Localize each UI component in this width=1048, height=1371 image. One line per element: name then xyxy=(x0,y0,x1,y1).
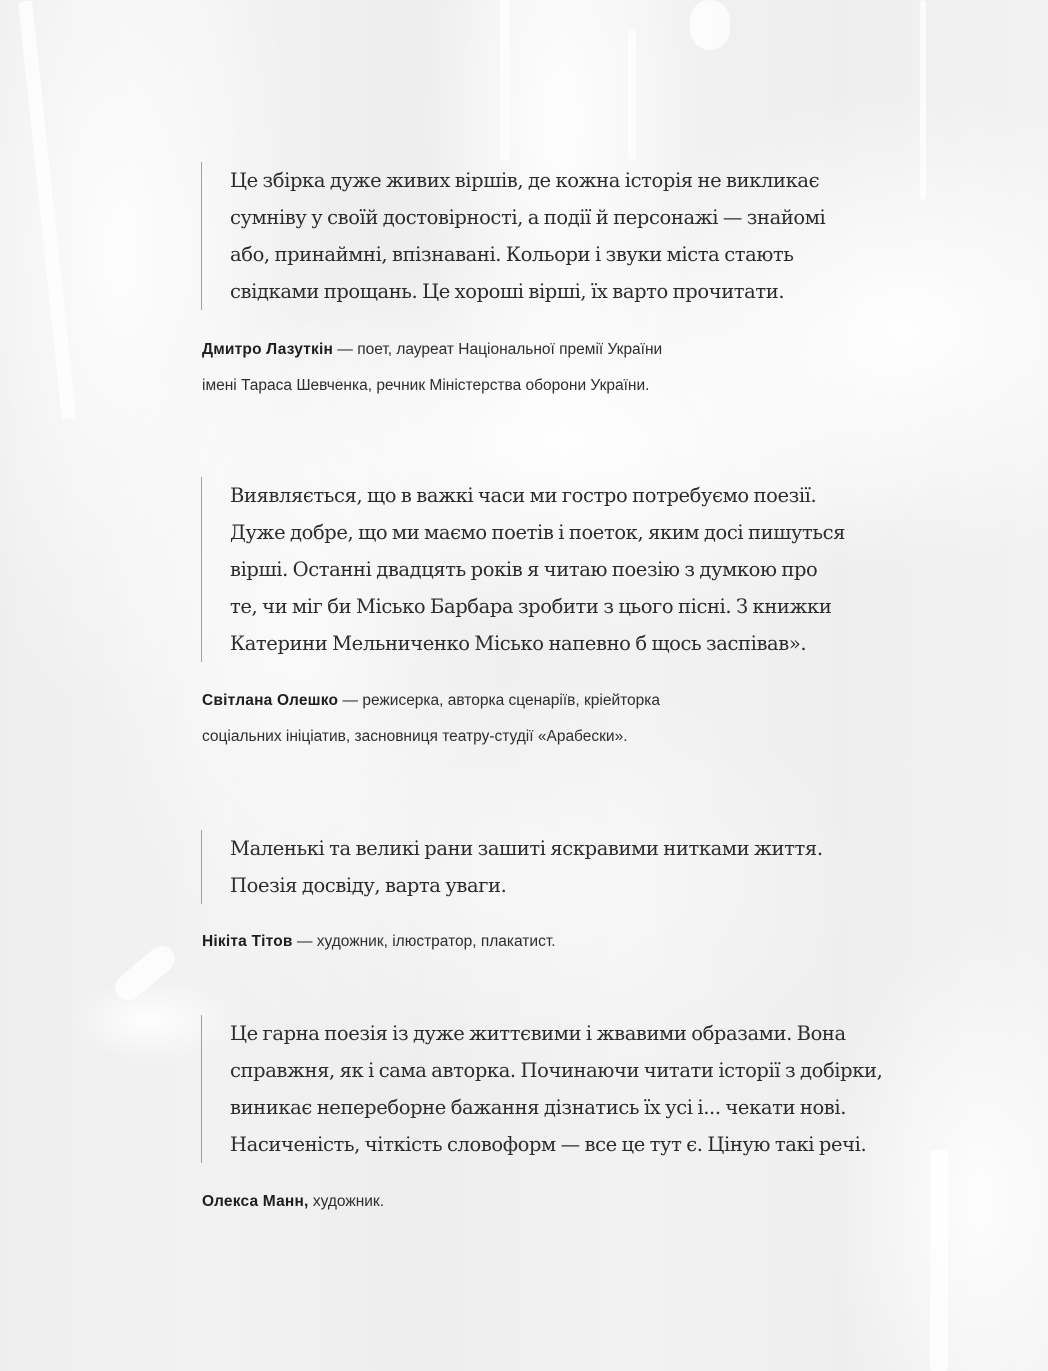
review-quote-3 xyxy=(201,830,910,904)
quote-line: вірші. Останні двадцять років я читаю поезію з думкою про xyxy=(230,558,818,581)
reviewer-description: — художник, ілюстратор, плакатист. xyxy=(292,933,556,950)
quote-line: Це гарна поезія із дуже життєвими і жвавими образами. Вона xyxy=(230,1022,846,1045)
review-attribution-2 xyxy=(202,683,842,755)
reviewer-description: імені Тараса Шевченка, речник Міністерства оборони України. xyxy=(202,377,650,394)
review-attribution-1 xyxy=(202,332,842,404)
reviewer-name: Олекса Манн, xyxy=(202,1193,309,1210)
quote-line: Насиченість, чіткість словоформ — все це тут є. Ціную такі речі. xyxy=(230,1133,867,1156)
review-attribution-3 xyxy=(202,924,842,960)
quote-line: справжня, як і сама авторка. Починаючи читати історії з добірки, xyxy=(230,1059,883,1082)
quote-line: сумніву у своїй достовірності, а події й персонажі — знайомі xyxy=(230,206,826,229)
reviewer-description: соціальних ініціатив, засновниця театру-студії «Арабески». xyxy=(202,728,628,745)
quote-line: Виявляється, що в важкі часи ми гостро потребуємо поезії. xyxy=(230,484,817,507)
quote-line: Маленькі та великі рани зашиті яскравими нитками життя. xyxy=(230,837,823,860)
quote-line: або, принаймні, впізнавані. Кольори і звуки міста стають xyxy=(230,243,794,266)
reviewer-name: Нікіта Тітов xyxy=(202,933,293,950)
review-quote-4 xyxy=(201,1015,910,1163)
review-quote-2 xyxy=(201,477,910,662)
review-quote-1 xyxy=(201,162,910,310)
reviewer-name: Дмитро Лазуткін xyxy=(202,341,334,358)
reviewer-name: Світлана Олешко xyxy=(202,692,339,709)
quote-line: Дуже добре, що ми маємо поетів і поеток, яким досі пишуться xyxy=(230,521,846,544)
quote-line: виникає непереборне бажання дізнатись їх усі і... чекати нові. xyxy=(230,1096,847,1119)
review-attribution-4 xyxy=(202,1184,842,1220)
reviewer-description: — поет, лауреат Національної премії України xyxy=(333,341,663,358)
reviewer-description: художник. xyxy=(308,1193,385,1210)
quote-line: Поезія досвіду, варта уваги. xyxy=(230,874,507,897)
quote-line: Це збірка дуже живих віршів, де кожна історія не викликає xyxy=(230,169,820,192)
quote-line: свідками прощань. Це хороші вірші, їх варто прочитати. xyxy=(230,280,785,303)
quote-line: Катерини Мельниченко Місько напевно б щось заспівав». xyxy=(230,632,807,655)
reviewer-description: — режисерка, авторка сценаріїв, кріейторка xyxy=(338,692,661,709)
quote-line: те, чи міг би Місько Барбара зробити з цього пісні. З книжки xyxy=(230,595,832,618)
